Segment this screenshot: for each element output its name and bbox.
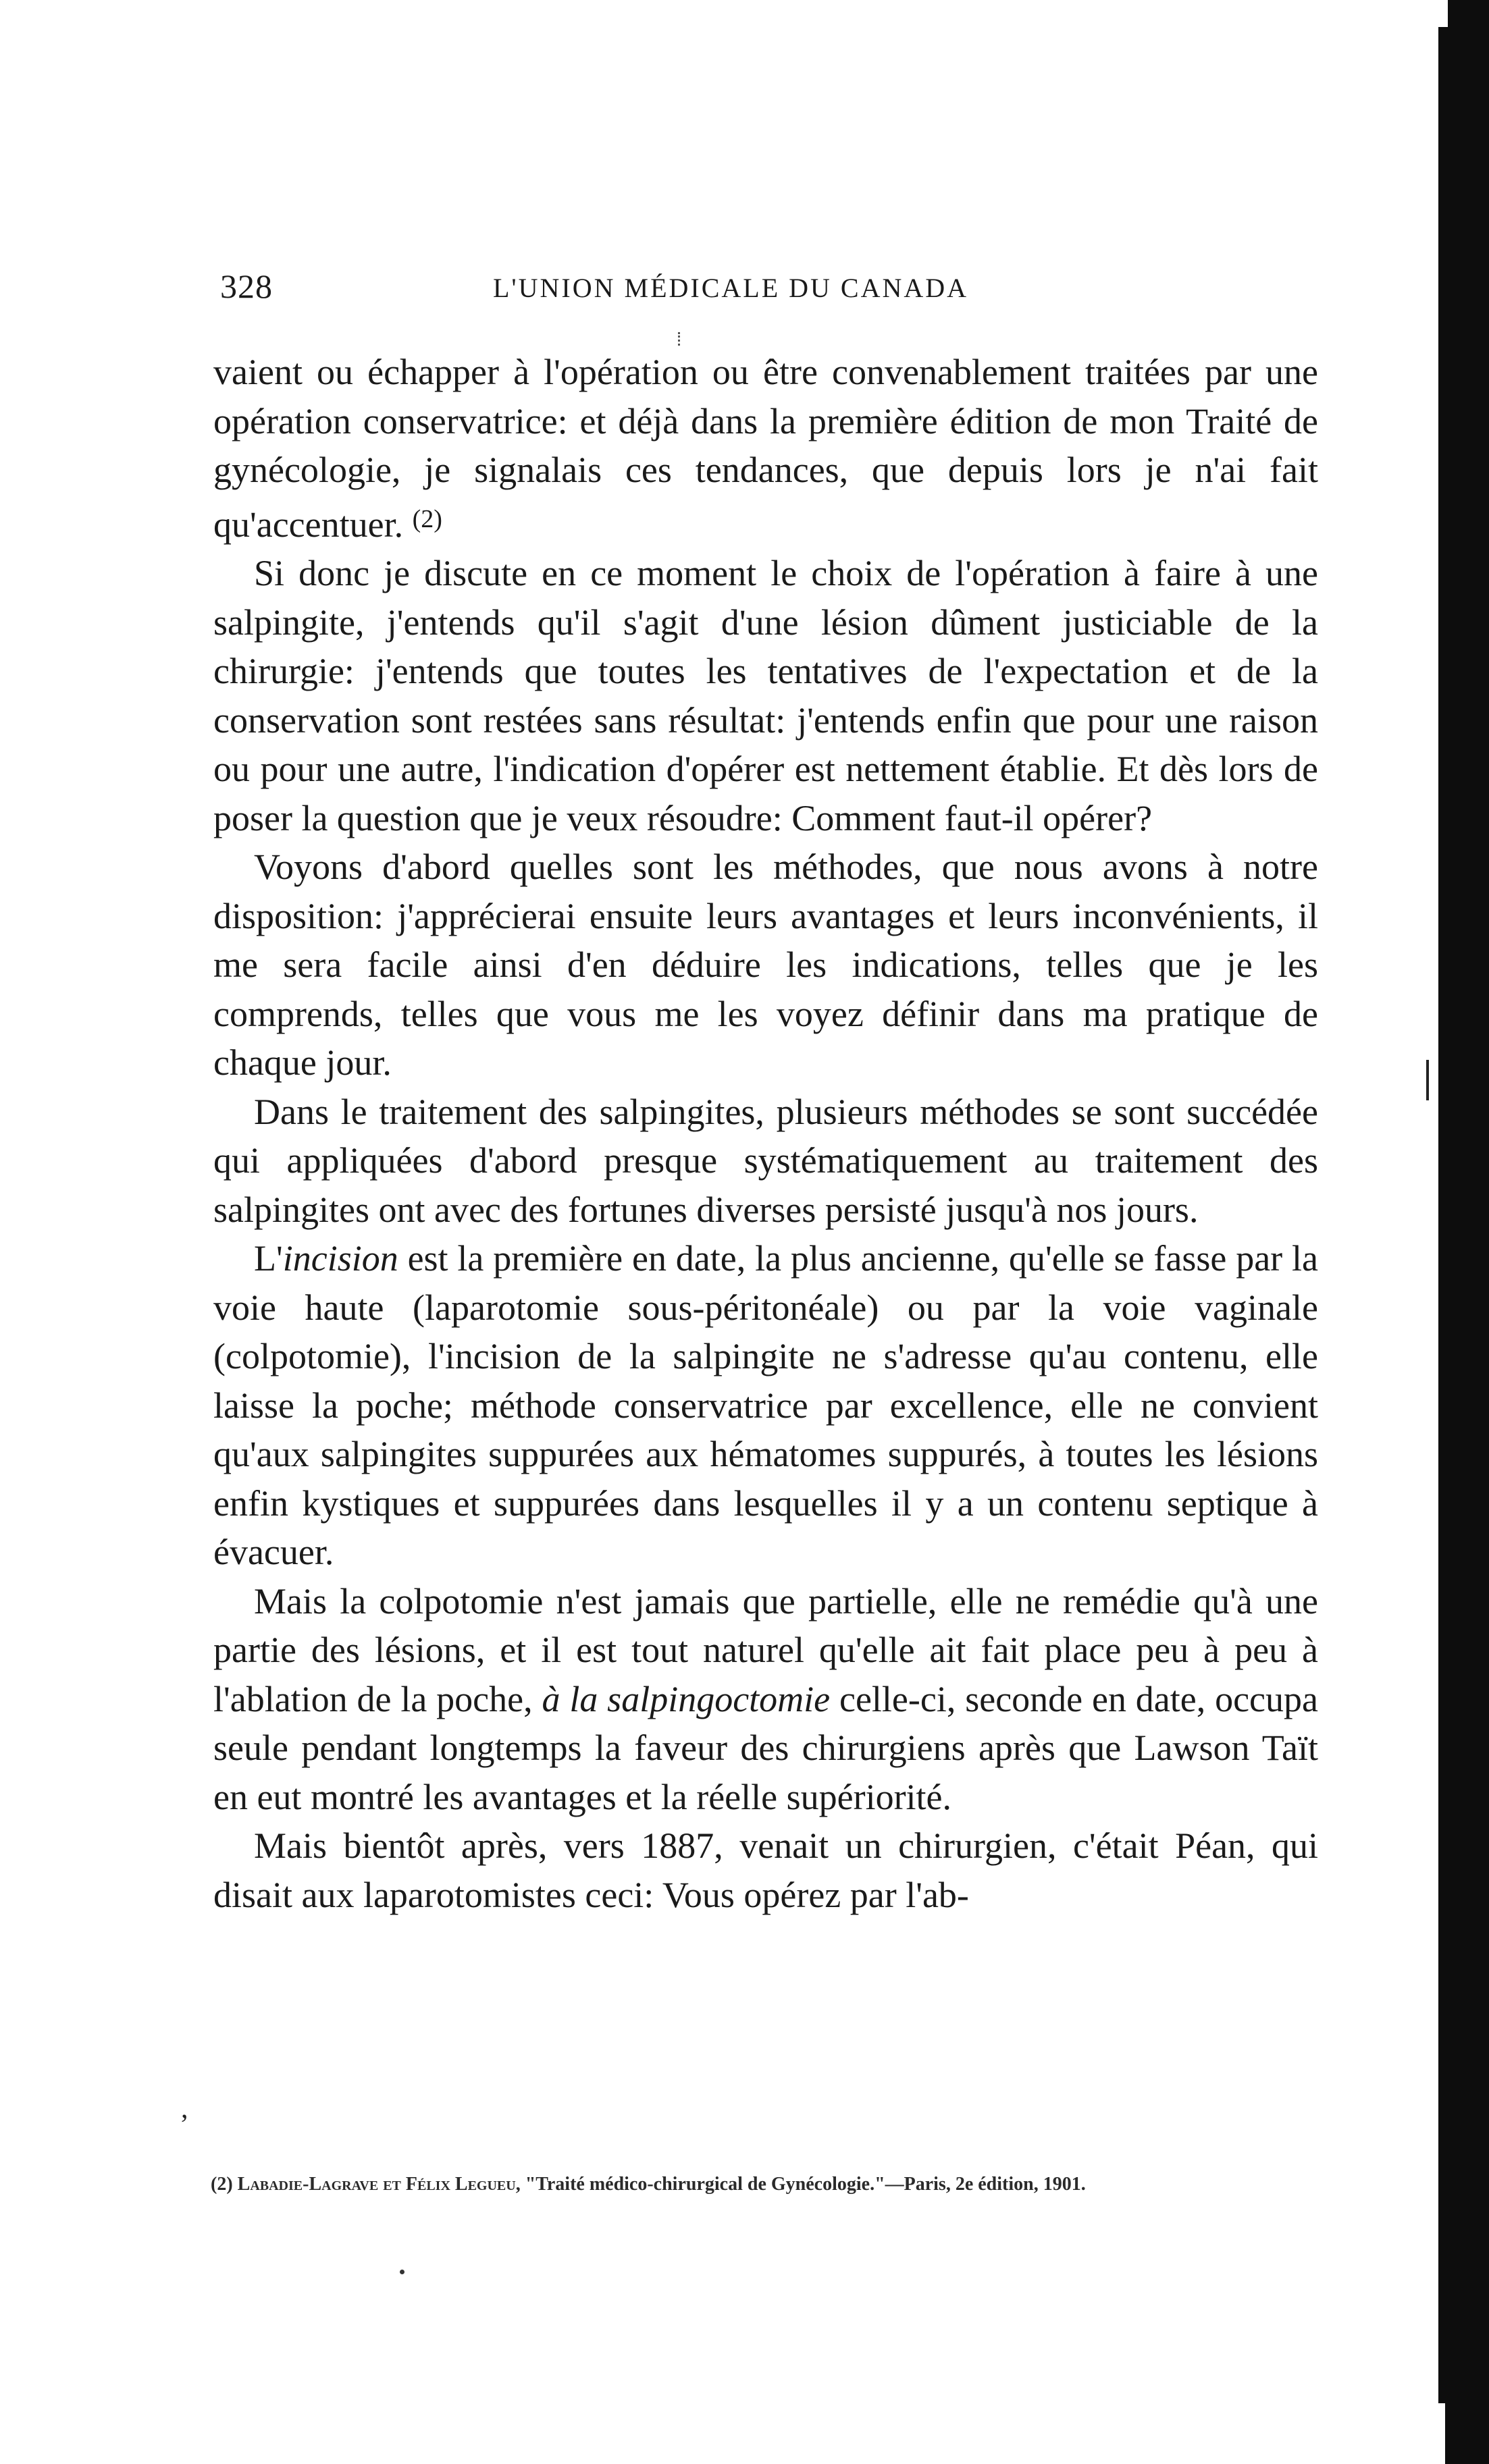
emphasis-text: incision xyxy=(282,1238,398,1279)
scan-edge-speck xyxy=(1438,2403,1445,2464)
footnote-authors: Labadie-Lagrave et Félix Legueu, xyxy=(237,2174,521,2195)
text-run: est la première en date, la plus ancienne, qu'elle se fasse par la voie haute (laparotomie sous-péritonéale) ou par la voie vaginale (colpotomie), l'incision de la salpingite ne s'adresse qu'au contenu, elle laisse la poche; méthode conservatrice par excellence, elle ne convient qu'aux salpingites suppurées aux hématomes suppurés, à toutes les lésions enfin kystiques et suppurées dans lesquelles il y a un contenu septique à évacuer. xyxy=(213,1238,1318,1572)
paragraph xyxy=(213,549,1318,842)
text-run: celle-ci, seconde en date, occupa seule pendant longtemps la faveur des chirurgiens après que Lawson Taït en eut montré les avantages et la réelle supériorité. xyxy=(213,1678,1318,1817)
print-speck xyxy=(678,332,682,346)
paragraph xyxy=(213,1821,1318,1919)
text-run: Mais la colpotomie n'est jamais que partielle, elle ne remédie qu'à une partie des lésions, et il est tout naturel qu'elle ait fait place peu à peu à l'ablation de la poche, xyxy=(213,1580,1318,1719)
body-text xyxy=(213,348,1318,1919)
binding-notch xyxy=(1426,1060,1429,1100)
footnote-text: "Traité médico-chirurgical de Gynécologie."—Paris, 2e édition, 1901. xyxy=(525,2174,1086,2195)
text-run: Mais bientôt après, vers 1887, venait un chirurgien, c'était Péan, qui disait aux laparotomistes ceci: Vous opérez par l'ab- xyxy=(213,1825,1318,1915)
margin-mark: , xyxy=(181,2093,188,2124)
text-run: Si donc je discute en ce moment le choix de l'opération à faire à une salpingite, j'entends qu'il s'agit d'une lésion dûment justiciable de la chirurgie: j'entends que toutes les tentatives de l'expectation et de la conservation sont restées sans résultat: j'entends enfin que pour une raison ou pour une autre, l'indication d'opérer est nettement établie. Et dès lors de poser la question que je veux résoudre: Comment faut-il opérer? xyxy=(213,553,1318,838)
page-number: 328 xyxy=(220,267,273,305)
paragraph xyxy=(213,1234,1318,1577)
text-run: Dans le traitement des salpingites, plusieurs méthodes se sont succédée qui appliquées d'abord presque systématiquement au traitement des salpingites ont avec des fortunes diverses persisté jusqu'à nos jours. xyxy=(213,1091,1318,1230)
print-dot xyxy=(400,2270,404,2274)
text-run: L' xyxy=(254,1238,283,1279)
text-run: Voyons d'abord quelles sont les méthodes, que nous avons à notre disposition: j'apprécierai ensuite leurs avantages et leurs inconvénients, il me sera facile ainsi d'en déduire les indications, telles que je les comprends, telles que vous me les voyez définir dans ma pratique de chaque jour. xyxy=(213,847,1318,1083)
text-run: vaient ou échapper à l'opération ou être convenablement traitées par une opération conservatrice: et déjà dans la première édition de mon Traité de gynécologie, je signalais ces tendances, que depuis lors je n'ai fait qu'accentuer. xyxy=(213,352,1318,545)
paragraph xyxy=(213,842,1318,1088)
scan-edge-speck xyxy=(1438,0,1448,27)
running-head: L'UNION MÉDICALE DU CANADA xyxy=(493,273,969,303)
paragraph xyxy=(213,348,1318,549)
footnote-reference: (2) xyxy=(412,504,442,533)
footnote-marker: (2) xyxy=(211,2174,233,2195)
scan-edge xyxy=(1438,0,1489,2464)
paragraph xyxy=(213,1577,1318,1822)
page-header xyxy=(216,267,1317,314)
emphasis-text: à la salpingoctomie xyxy=(542,1678,831,1719)
footnote xyxy=(211,2172,1318,2197)
paragraph xyxy=(213,1088,1318,1235)
